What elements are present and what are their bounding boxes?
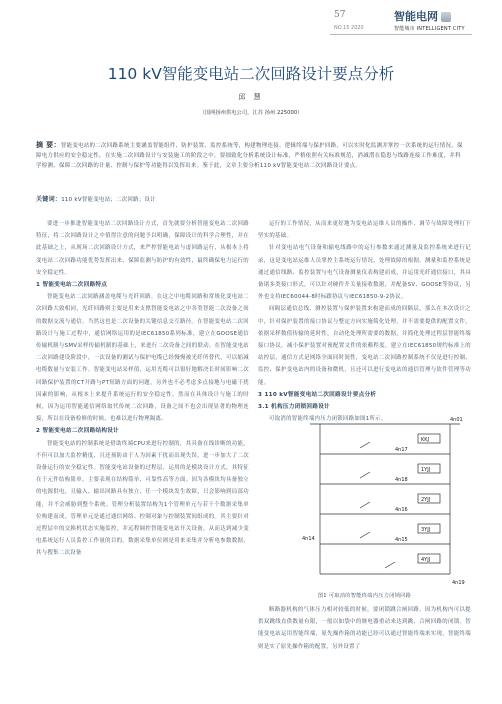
fig-label-4n17: 4n17 bbox=[395, 447, 408, 453]
section-heading: 3 110 kV智能变电站二次回路设计要点分析 bbox=[258, 391, 377, 398]
affiliation: （国网扬州供电公司，江苏 扬州 225000） bbox=[199, 110, 303, 116]
section-heading: 2 智能变电站二次回路结构设计 bbox=[36, 428, 120, 435]
fig-label-4n14: 4n14 bbox=[302, 536, 315, 542]
fig-label-4n01: 4n01 bbox=[450, 417, 463, 423]
right-column bbox=[258, 218, 471, 425]
body-paragraph: 可取消的智能终端内压力闭锁回路如图1所示。 bbox=[269, 416, 387, 423]
keywords bbox=[36, 194, 466, 203]
author: 邱 慧 bbox=[238, 93, 264, 101]
fig-label-1yjj: 1YJJ bbox=[421, 467, 431, 473]
figure-caption: 图1 可取消的智能终端内压力闭锁回路 bbox=[317, 593, 412, 599]
fig-label-4n16: 4n16 bbox=[395, 507, 408, 513]
issue-date: NO.15 2020 bbox=[334, 25, 364, 31]
magazine-name bbox=[394, 8, 451, 24]
keywords-text: 110 kV智能变电站；二次回路；设计 bbox=[61, 197, 156, 203]
fig-label-4n15: 4n15 bbox=[395, 537, 408, 543]
section-label: 智能城市 INTELLIGENT CITY bbox=[394, 26, 465, 32]
abstract bbox=[36, 140, 466, 171]
body-paragraph: 断路器机构的气体压力相对较低的时候，要闭锁跳合闸回路。因为机构内可以提供双跳线直供数量有限，一般以如袋中的继电器重动来达到跳、合闸回路的闭锁。智能变电站运用智能终端，原先操作箱的功能已经可以通过智能终端来实现，智能终端则是实了原先操作箱的配置，另外设置了 bbox=[258, 607, 471, 650]
abstract-text: 智能变电站的二次回路系统主要涵盖智能组件、防护装置、监控系统等，构建物理连接、逻辑终端与保护回路，可以实时化监测并掌控一次系统的运行情况，保障电力供应的安全稳定性。在实施二次回路设计与安装施工的阶段之中，要细致化分析系统设计标准，严格依照有关标准规范，消减潜在隐患与线路连接工作难度，并科学检测、保障二次回路的计量、控制与保护等功能得以发挥出来。鉴于此，文章主要分析110 kV智能变电站二次回路设计要点。 bbox=[36, 143, 463, 169]
fig-label-kkj: KKJ bbox=[421, 437, 430, 443]
paper-title: 110 kV智能变电站二次回路设计要点分析 bbox=[107, 65, 395, 83]
fig-label-4n19: 4n19 bbox=[452, 580, 465, 586]
section-heading: 1 智能变电站二次回路特点 bbox=[36, 282, 108, 289]
body-paragraph: 运行的工作情况，从而来更好地为变电站运维人员的操作、调节与故障处理打下坚实的基础。 bbox=[258, 221, 471, 240]
left-column bbox=[36, 218, 249, 560]
body-paragraph: 智能变电站二次回路涵盖电缆与光纤回路。在这之中电缆回路和常规化变电站二次回路大致相同，光纤回路则主要是用来支撑智能变电站之中各类智能二次设备之间的数据交流与通信。当然这也是二次设备的关键信息交互路径。在智能变电站二次回路设计与施工过程中，通信网络运用的是IEC61850系列标准，建立在GOOSE通信传输机制与SMV采样传输机制的基础上，来进行二次设备之间的联动。在智能变电站二次回路建设阶段中，一次设备的测试与保护电缆已经慢慢被光纤所替代，可以缩减电缆数量与安装工作。智能变电站采样值，运用光缆可以很好地解决长时间影响二次回路保护装置的CT开路与PT短路方面的问题，另外也不必考虑多点接地与电磁干扰因素的影响，从根本上来提升系统运行的安全稳定性。然而在具体设计与施工的时候，因为运用智能通信网络取代传统二次回路，设备之间不也会出现显著的物理连接，所以在设备检修的时候，也难以进行物理隔离。 bbox=[36, 294, 249, 423]
magazine-logo-icon bbox=[441, 12, 451, 22]
fig-label-4n18: 4n18 bbox=[395, 477, 408, 483]
fig-label-2yjj: 2YJJ bbox=[421, 497, 431, 503]
magazine-title: 智能电网 bbox=[394, 10, 438, 23]
page-number: 57 bbox=[334, 10, 346, 20]
fig-label-3yjj: 3YJJ bbox=[421, 527, 431, 533]
pressure-lock-circuit-figure bbox=[300, 414, 470, 590]
body-paragraph: 智能变电站的控制系统是借助终端CPU来进行控制的，其具备在线诊断的功能，不但可以加大监控精度，且还预防由于人为因素干扰而出现失误，进一步加大了二次设备运行的安全稳定性。智能变电站设备的过程层，运用的是模块设计方式，其特征在于元件结构简单，主要表现在结构简单、可靠性高等方面。因为各模块均具备独立的电源供电，且输入、输出回路具有独立、任一个模块发生故障，只会影响到局部功能，并不会威胁到整个系统。管理分析装置结构为1个管理单元与若干个数据采集单位构建而成。管理单元是通过通信网络、控制对象与控制装置间组成的。其主要针对过程层中的交换机状态实施监控，并远程调控智能变电站开关设备，从而达到减少变电系统运行人员监控工作量的目的。数据采集单位则是用来采集并分析电参数数据，其与搜集二次设备 bbox=[36, 440, 249, 557]
header-divider bbox=[330, 34, 472, 35]
abstract-label: 摘 要： bbox=[36, 141, 61, 149]
keywords-label: 关键词： bbox=[36, 196, 62, 203]
right-column-continued bbox=[258, 604, 471, 653]
body-paragraph: 间隔层通信总线、测控装置与保护装置来构建而成的间隔层，那么在本次设计之中，针对保护装置的接口协议与整定方向实施简化处理，并不需要提供的配置文件，依据采样数值传输的延时性，自动化处理所需要的数据，并简化处理过程层智能终端接口协议，减小保护装置对预配置文件的依赖程度。建立在IEC61850规约标准上的站控层，通信方式是网络全面同时间性，变电站二次回路控制系统不仅是进行控制、监控、保护变电站内的设备和微机，且还可以进行变电站的通信管理与软件管理等功能。 bbox=[258, 306, 471, 386]
fig-label-4yjj: 4YJJ bbox=[421, 557, 431, 563]
body-paragraph: 要进一步推进智能变电站二次回路设计方式，首先就要分析智能变电站二次回路特征，将二次回路设计之中值得注意的问题予以明确，保障设计的科学合理性，并在此基础之上，从现场二次回路设计方式，来严控智能电站与虚回路运行，从根本上将变电站二次回路功能优势发挥出来，保障监测与防护的有效性，最终确保电力运行的安全稳定性。 bbox=[36, 221, 249, 276]
section-heading: 3.1 机构压力闭锁回路设计 bbox=[258, 404, 330, 411]
body-paragraph: 针对变电站电气设备和输电线路中的运行参数来通过测量及监控系统来进行记录，这是变电站运维人员掌控主系统运行情况、处理故障的根据。测量和监控系统是通过通信线路、监控装置与电气设备测量仪表构建而成，并运用光纤通信接口，其具备诸多类接口形式，可以针对硬件开关量接收数据，并配备SV、GOOSE等协议，另外也支持IEC60044-8时标跟协议与IEC61850-9-2协议。 bbox=[258, 245, 471, 301]
